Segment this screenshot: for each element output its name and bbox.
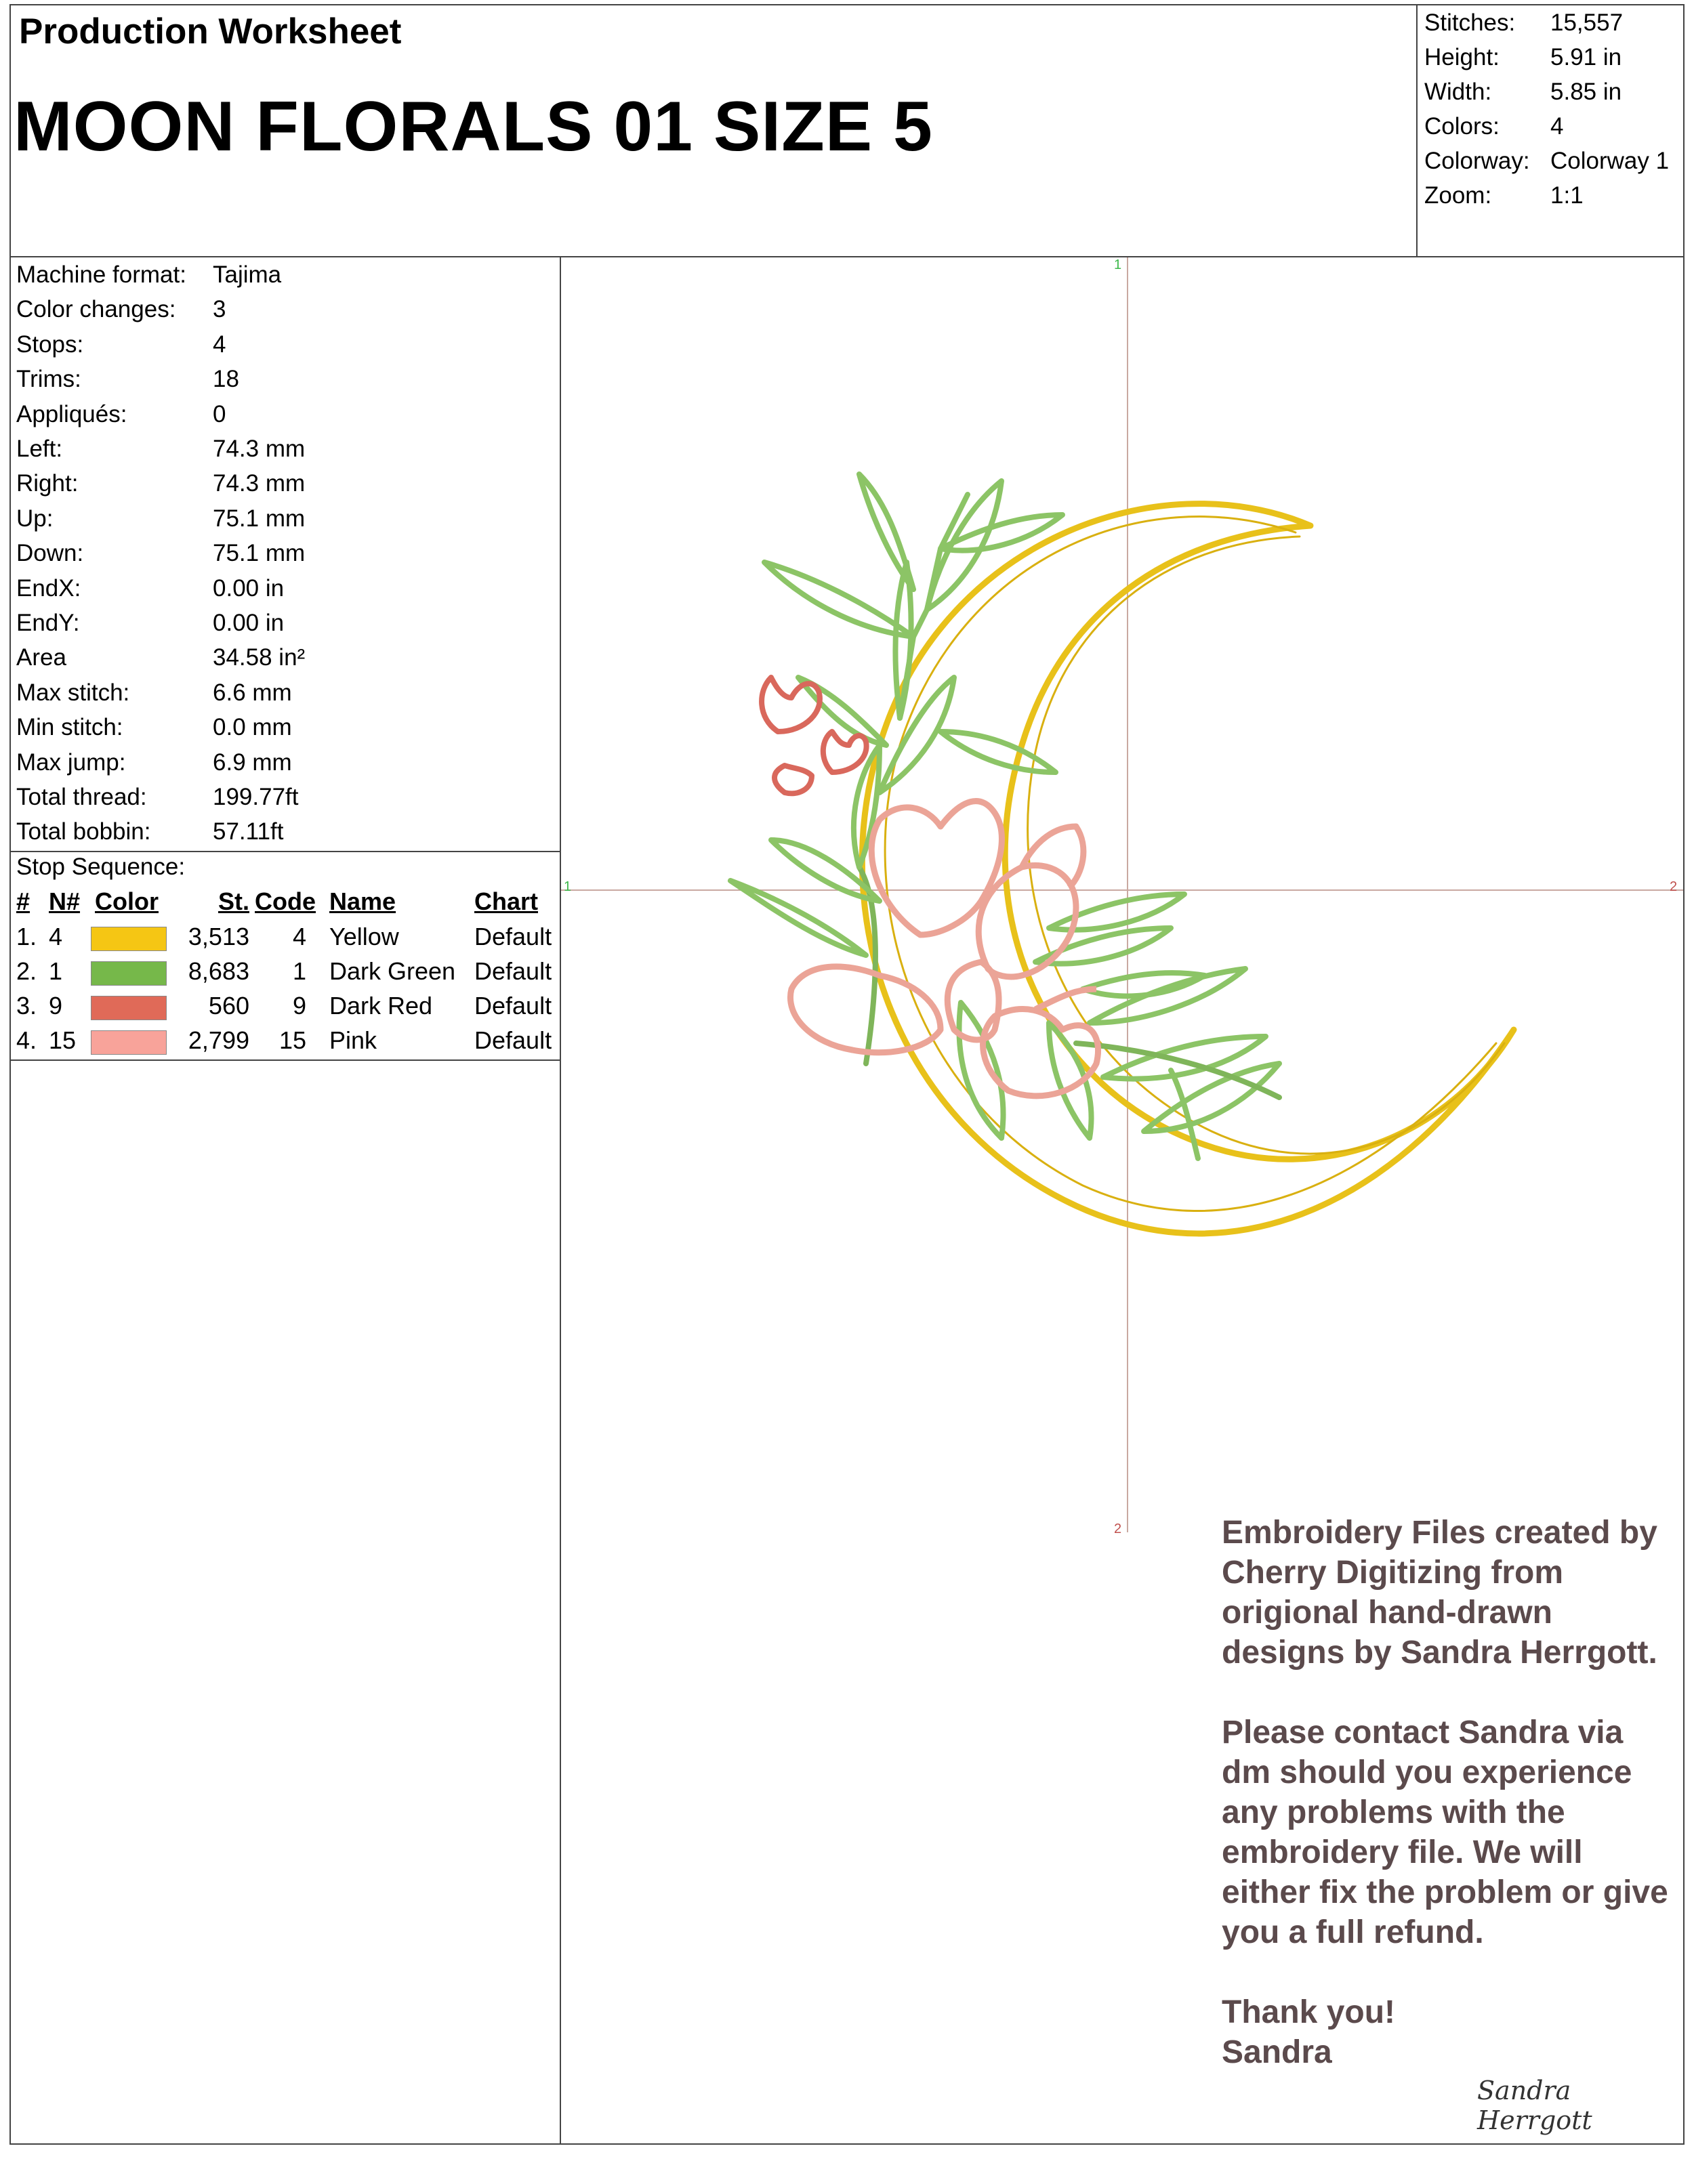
property-row [16,470,552,504]
stop-sequence-title: Stop Sequence: [16,854,186,880]
property-value: 0.0 mm [213,714,292,741]
stop-code: 15 [278,1026,306,1054]
stop-n: 9 [49,992,63,1020]
stop-name: Pink [329,1026,377,1054]
stat-value: Colorway 1 [1550,148,1670,174]
axis-label-right: 2 [1670,879,1678,894]
stop-st: 2,799 [188,1026,249,1054]
property-row [16,818,552,852]
property-value: 4 [213,331,226,358]
stat-label: Zoom: [1424,182,1492,209]
property-row [16,714,552,748]
stop-chart: Default [474,923,552,950]
property-label: Min stitch: [16,714,123,741]
stop-name: Dark Green [329,957,456,985]
properties-box [9,256,561,852]
stat-label: Colorway: [1424,148,1530,174]
axis-label-top: 1 [1114,257,1122,272]
stat-label: Height: [1424,44,1500,70]
property-row [16,540,552,574]
property-value: 57.11ft [213,818,284,845]
property-label: Total bobbin: [16,818,151,845]
stop-n: 15 [49,1026,77,1054]
property-row [16,366,552,400]
stop-chart: Default [474,957,552,985]
credit-sign: Sandra [1222,2034,1332,2070]
property-label: Max jump: [16,749,126,776]
stat-colors [1424,113,1682,147]
property-label: Color changes: [16,296,176,323]
stat-colorway [1424,148,1682,182]
property-row [16,401,552,435]
credit-paragraph-1: Embroidery Files created by Cherry Digitizing from origional hand-drawn designs by Sandra Herrgott. [1222,1515,1657,1671]
axis-label-left: 1 [564,879,572,894]
color-swatch [91,1030,167,1055]
color-swatch [91,927,167,951]
stop-num: 2. [16,957,37,985]
property-value: 34.58 in² [213,644,306,671]
property-value: 74.3 mm [213,470,306,497]
col-num: # [16,887,30,915]
credit-paragraph-2: Please contact Sandra via dm should you experience any problems with the embroidery file. We will either fix the problem or give you a full refund. [1222,1715,1668,1950]
property-value: 0.00 in [213,610,285,636]
stop-st: 3,513 [188,923,249,950]
col-n: N# [49,887,81,915]
property-label: Trims: [16,366,81,393]
stop-name: Yellow [329,923,399,950]
color-swatch [91,961,167,986]
stat-stitches [1424,9,1682,43]
col-chart: Chart [474,887,539,915]
stat-value: 5.85 in [1550,79,1622,105]
col-name: Name [329,887,396,915]
property-row [16,610,552,644]
stop-code: 4 [292,923,306,950]
stat-value: 1:1 [1550,182,1584,209]
stat-value: 4 [1550,113,1564,140]
stop-num: 4. [16,1026,37,1054]
property-row [16,784,552,818]
stop-st: 8,683 [188,957,249,985]
stop-name: Dark Red [329,992,433,1020]
property-value: 6.6 mm [213,679,292,706]
stop-num: 1. [16,923,37,950]
property-label: Down: [16,540,84,567]
property-row [16,296,552,330]
stop-row [11,1026,562,1060]
stop-chart: Default [474,992,552,1020]
property-value: 0.00 in [213,574,285,602]
property-row [16,575,552,609]
col-color: Color [95,887,159,915]
color-swatch [91,996,167,1020]
property-label: EndY: [16,610,80,636]
credit-thanks: Thank you! [1222,1994,1396,2030]
col-code: Code [255,887,316,915]
property-row [16,749,552,783]
property-label: Max stitch: [16,679,130,706]
credit-note [1222,1513,1669,2072]
property-row [16,436,552,469]
stats-box [1416,4,1685,257]
property-row [16,261,552,295]
property-row [16,505,552,539]
property-label: Area [16,644,66,671]
stat-value: 5.91 in [1550,44,1622,70]
worksheet-subtitle: Production Worksheet [19,12,402,51]
header-box [9,4,1416,257]
stop-n: 1 [49,957,63,985]
stop-row [11,957,562,991]
property-value: 75.1 mm [213,505,306,532]
property-value: 199.77ft [213,784,299,810]
property-value: 6.9 mm [213,749,292,776]
stat-zoom [1424,182,1682,216]
stat-label: Width: [1424,79,1492,105]
stat-value: 15,557 [1550,9,1624,36]
property-label: Stops: [16,331,84,358]
stop-code: 1 [292,957,306,985]
property-label: Left: [16,436,63,462]
stop-code: 9 [292,992,306,1020]
property-value: 74.3 mm [213,436,306,462]
stop-num: 3. [16,992,37,1020]
col-st: St. [218,887,249,915]
property-row [16,331,552,365]
property-label: Machine format: [16,261,186,288]
stop-row [11,992,562,1026]
property-label: Appliqués: [16,400,127,427]
stop-sequence-box [9,851,561,1061]
property-value: 18 [213,366,239,393]
property-value: 0 [213,400,226,427]
stat-width [1424,79,1682,112]
property-label: Right: [16,470,79,497]
stop-sequence-header [11,887,562,921]
designer-signature: Sandra Herrgott [1477,2076,1592,2135]
property-label: Up: [16,505,54,532]
stop-st: 560 [208,992,249,1020]
stop-n: 4 [49,923,63,950]
design-title: MOON FLORALS 01 SIZE 5 [14,87,933,166]
stat-label: Stitches: [1424,9,1516,36]
stop-chart: Default [474,1026,552,1054]
property-value: 3 [213,296,226,323]
property-value: 75.1 mm [213,540,306,567]
stat-height [1424,44,1682,78]
property-label: Total thread: [16,784,147,810]
property-value: Tajima [213,261,282,288]
left-empty-panel [9,1059,561,2145]
property-row [16,644,552,678]
axis-label-bottom: 2 [1114,1521,1122,1536]
stop-row [11,923,562,957]
property-label: EndX: [16,574,81,602]
stat-label: Colors: [1424,113,1500,140]
property-row [16,679,552,713]
